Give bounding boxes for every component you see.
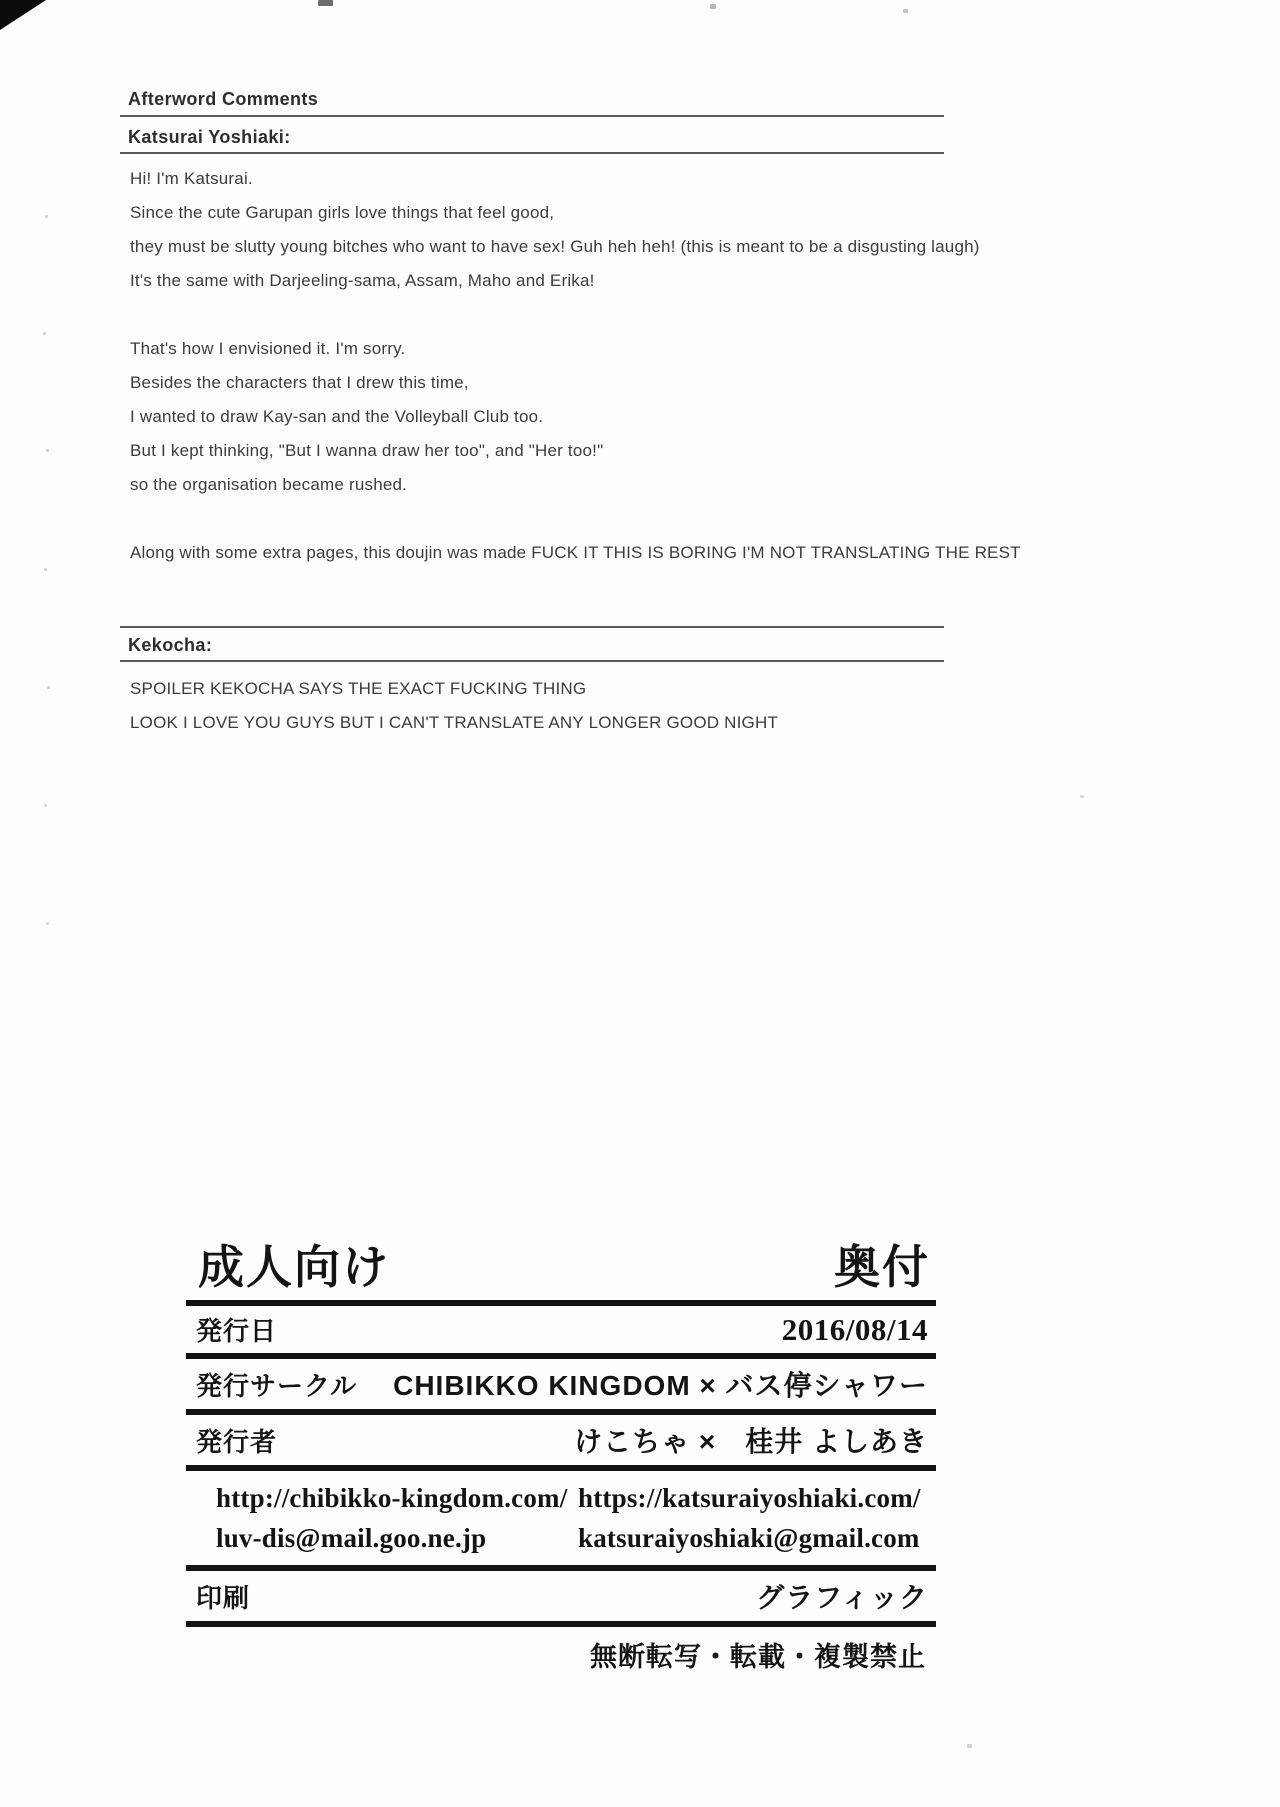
publish-date-value: 2016/08/14 [781,1311,928,1347]
scan-corner-mark [0,0,46,30]
comment-line: Since the cute Garupan girls love things that feel good, [130,203,555,222]
katsurai-comment-body [120,162,1021,570]
publisher-row [186,1415,936,1465]
colophon-title-row [186,1238,936,1300]
author-heading-kekocha: Kekocha: [120,628,944,662]
scan-speck [47,686,50,689]
scan-speck [967,1744,972,1748]
table-rule [186,1621,936,1627]
circle-label: 発行サークル [196,1370,358,1401]
circle-website-text: http://chibikko-kingdom.com/ [216,1483,568,1513]
publish-date-row [186,1306,936,1353]
reproduction-prohibited-notice: 無断転写・転載・複製禁止 [590,1642,926,1672]
scan-speck [45,215,48,218]
publisher-label: 発行者 [196,1426,278,1457]
comment-line: That's how I envisioned it. I'm sorry. [130,339,406,358]
scan-speck [46,449,49,452]
adult-rating-label: 成人向け [198,1241,390,1293]
circle-email-text: luv-dis@mail.goo.ne.jp [216,1523,487,1553]
scan-speck [44,804,47,807]
comment-line: they must be slutty young bitches who want to have sex! Guh heh heh! (this is meant to be a disgusting laugh) [130,237,980,256]
paragraph-group [130,332,944,502]
author-email-text: katsuraiyoshiaki@gmail.com [578,1523,920,1553]
printer-value: グラフィック [756,1582,928,1613]
kekocha-section [120,626,944,740]
comment-line: Along with some extra pages, this doujin was made FUCK IT THIS IS BORING I'M NOT TRANSLATING THE REST [130,543,1021,562]
scan-speck [46,922,49,925]
circle-value: CHIBIKKO KINGDOM × バス停シャワー [393,1370,928,1401]
comment-line: LOOK I LOVE YOU GUYS BUT I CAN'T TRANSLATE ANY LONGER GOOD NIGHT [130,713,779,732]
scan-speck [710,4,716,9]
comment-line: It's the same with Darjeeling-sama, Assam, Maho and Erika! [130,271,595,290]
scan-speck [318,0,333,6]
afterword-title: Afterword Comments [120,88,944,117]
scan-speck [43,332,46,335]
printer-row [186,1571,936,1621]
kekocha-comment-body [120,672,944,740]
author-website-text: https://katsuraiyoshiaki.com/ [578,1483,921,1513]
paragraph-group [130,672,944,740]
publish-date-label: 発行日 [196,1316,278,1346]
author-heading-katsurai: Katsurai Yoshiaki: [120,126,944,154]
comment-line: so the organisation became rushed. [130,475,408,494]
publisher-value: けこちゃ × 桂井 よしあき [574,1426,928,1457]
colophon-table [186,1238,936,1674]
printer-label: 印刷 [196,1582,251,1613]
scan-speck [1080,795,1084,798]
comment-line: SPOILER KEKOCHA SAYS THE EXACT FUCKING THING [130,679,587,698]
paragraph-group [130,162,980,298]
circle-row [186,1359,936,1409]
contact-block [186,1471,936,1565]
comment-line: Hi! I'm Katsurai. [130,169,253,188]
comment-line: I wanted to draw Kay-san and the Volleyball Club too. [130,407,544,426]
comment-line: Besides the characters that I drew this time, [130,373,469,392]
colophon-heading: 奥付 [834,1241,930,1293]
comment-line: But I kept thinking, "But I wanna draw her too", and "Her too!" [130,441,604,460]
scan-speck [44,568,47,571]
afterword-section [120,88,1021,570]
paragraph-group [130,536,1021,570]
scan-speck [903,9,908,13]
